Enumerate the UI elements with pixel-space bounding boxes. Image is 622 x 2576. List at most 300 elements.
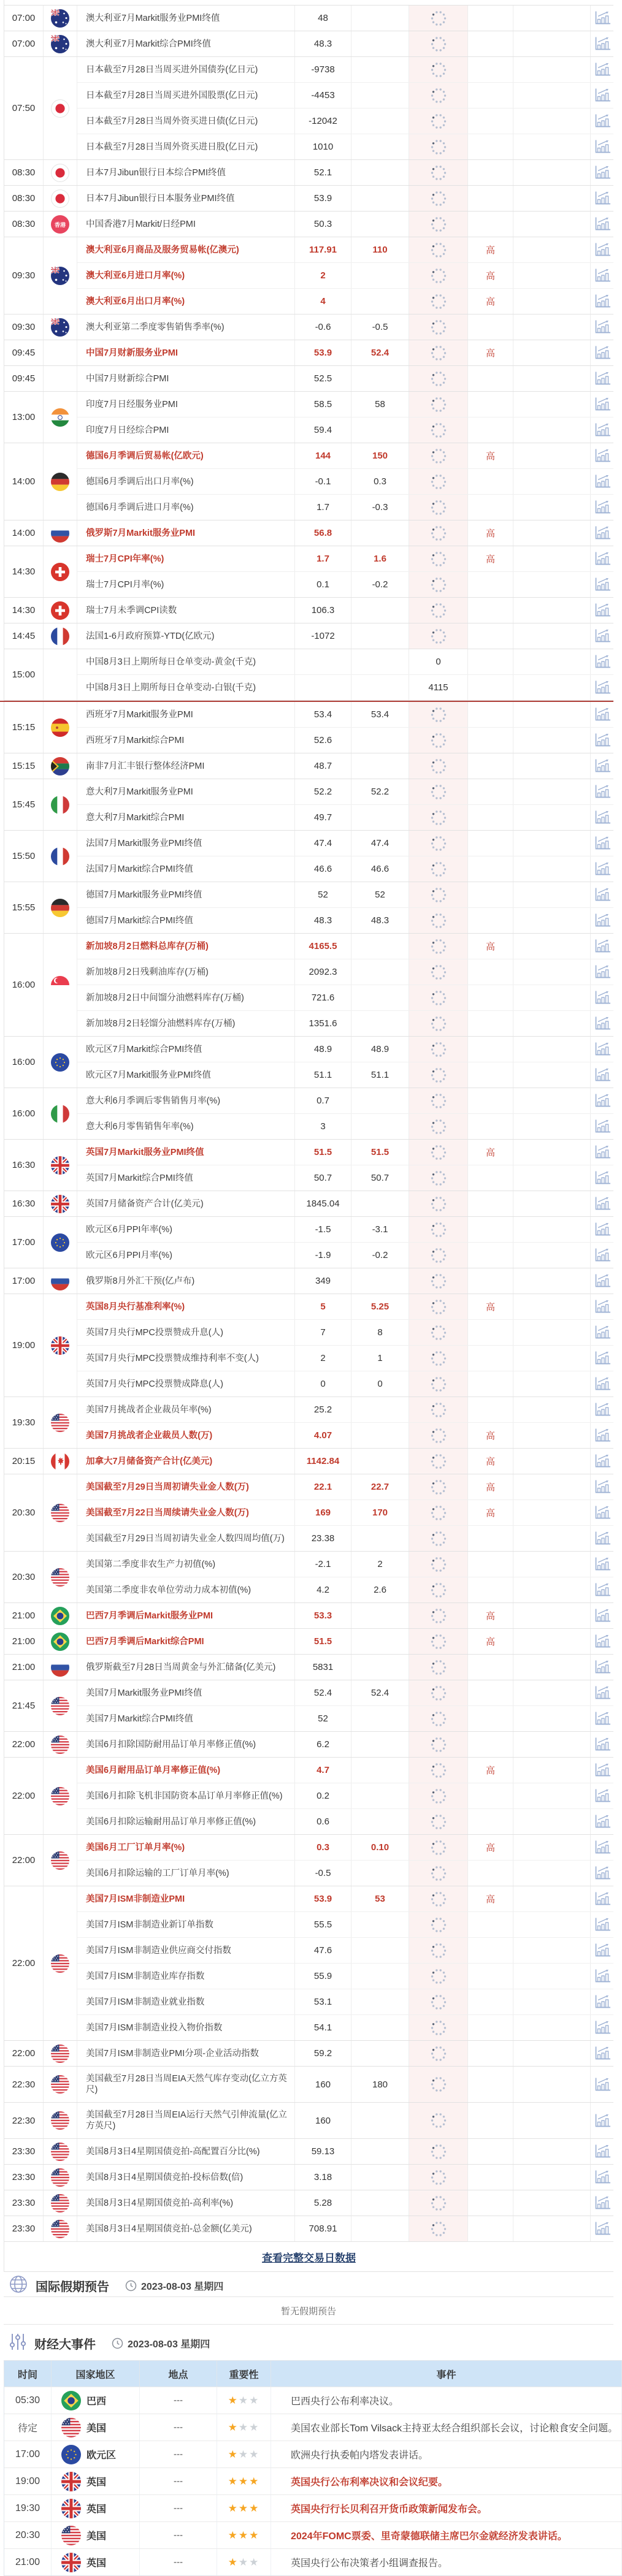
actual-value <box>409 1655 468 1680</box>
calendar-row[interactable] <box>77 2216 613 2241</box>
chart-cell[interactable] <box>591 2216 613 2241</box>
chart-icon[interactable] <box>594 2144 611 2159</box>
calendar-row[interactable] <box>77 1449 613 1474</box>
previous-value: 144 <box>295 443 351 468</box>
chart-cell[interactable] <box>591 1165 613 1191</box>
calendar-row[interactable] <box>77 288 613 314</box>
chart-cell[interactable] <box>591 882 613 907</box>
calendar-row[interactable] <box>77 443 613 468</box>
chart-cell[interactable] <box>591 623 613 649</box>
chart-icon[interactable] <box>594 1943 611 1958</box>
chart-cell[interactable] <box>591 1062 613 1088</box>
chart-icon[interactable] <box>594 1479 611 1495</box>
calendar-row[interactable] <box>77 1603 613 1628</box>
calendar-row[interactable] <box>77 520 613 546</box>
chart-cell[interactable] <box>591 1706 613 1731</box>
calendar-row[interactable] <box>77 1217 613 1242</box>
calendar-row[interactable] <box>77 1422 613 1448</box>
calendar-row[interactable] <box>77 1680 613 1705</box>
calendar-row[interactable] <box>77 468 613 494</box>
chart-cell[interactable] <box>591 1964 613 1989</box>
chart-cell[interactable] <box>591 1140 613 1165</box>
effect-cell <box>513 1835 591 1860</box>
chart-icon[interactable] <box>594 707 611 722</box>
calendar-row[interactable] <box>77 623 613 649</box>
chart-icon[interactable] <box>594 242 611 257</box>
chart-icon[interactable] <box>594 1840 611 1855</box>
chart-cell[interactable] <box>591 1783 613 1808</box>
chart-icon[interactable] <box>594 1917 611 1932</box>
chart-icon[interactable] <box>594 1737 611 1752</box>
chart-icon[interactable] <box>594 1762 611 1778</box>
chart-cell[interactable] <box>591 1629 613 1654</box>
chart-cell[interactable] <box>591 31 613 56</box>
calendar-row[interactable] <box>77 1963 613 1989</box>
calendar-row[interactable] <box>77 804 613 830</box>
calendar-row[interactable] <box>77 417 613 443</box>
event-place: --- <box>140 2387 217 2414</box>
chart-cell[interactable] <box>591 1474 613 1499</box>
calendar-row[interactable] <box>77 1499 613 1525</box>
chart-icon[interactable] <box>594 139 611 154</box>
forecast-value: 51.5 <box>351 1140 409 1165</box>
chart-cell[interactable] <box>591 1011 613 1036</box>
chart-cell[interactable] <box>591 702 613 727</box>
calendar-row[interactable] <box>77 82 613 108</box>
chart-cell[interactable] <box>591 985 613 1010</box>
calendar-row[interactable] <box>77 1140 613 1165</box>
calendar-row[interactable] <box>77 57 613 82</box>
calendar-row[interactable] <box>77 1191 613 1216</box>
forecast-value: 2 <box>351 1552 409 1577</box>
chart-icon[interactable] <box>594 1170 611 1186</box>
chart-icon[interactable] <box>594 165 611 180</box>
calendar-row[interactable] <box>77 1397 613 1422</box>
calendar-group-rows <box>77 6 613 31</box>
chart-cell[interactable] <box>591 1758 613 1783</box>
chart-cell[interactable] <box>591 753 613 779</box>
chart-cell[interactable] <box>591 2190 613 2216</box>
chart-icon[interactable] <box>594 525 611 541</box>
chart-icon[interactable] <box>594 319 611 335</box>
calendar-row[interactable] <box>77 2041 613 2066</box>
calendar-row[interactable] <box>77 1808 613 1834</box>
chart-cell[interactable] <box>591 1268 613 1294</box>
calendar-row[interactable] <box>77 1552 613 1577</box>
event-row[interactable] <box>4 2441 622 2467</box>
chart-icon[interactable] <box>594 784 611 799</box>
loading-spinner-icon <box>429 138 448 156</box>
chart-cell[interactable] <box>591 1397 613 1422</box>
chart-cell[interactable] <box>591 1989 613 2014</box>
chart-icon[interactable] <box>594 913 611 928</box>
chart-cell[interactable] <box>591 831 613 856</box>
chart-cell[interactable] <box>591 495 613 520</box>
chart-icon[interactable] <box>594 2170 611 2185</box>
chart-icon[interactable] <box>594 551 611 566</box>
calendar-row[interactable] <box>77 1242 613 1268</box>
chart-icon[interactable] <box>594 191 611 206</box>
calendar-row[interactable] <box>77 1937 613 1963</box>
chart-icon[interactable] <box>594 345 611 360</box>
chart-icon[interactable] <box>594 680 611 695</box>
country-flag-cell <box>44 1655 77 1680</box>
calendar-row[interactable] <box>77 1989 613 2014</box>
chart-icon[interactable] <box>594 1042 611 1057</box>
chart-cell[interactable] <box>591 392 613 417</box>
country-flag-cell <box>44 1449 77 1474</box>
calendar-row[interactable] <box>77 753 613 779</box>
forecast-value: 180 <box>351 2067 409 2102</box>
chart-icon[interactable] <box>594 1557 611 1572</box>
chart-icon[interactable] <box>594 1222 611 1237</box>
chart-icon[interactable] <box>594 36 611 51</box>
chart-icon[interactable] <box>594 861 611 877</box>
chart-cell[interactable] <box>591 1500 613 1525</box>
calendar-row[interactable] <box>77 1345 613 1371</box>
calendar-row[interactable] <box>77 1629 613 1654</box>
chart-icon[interactable] <box>594 1067 611 1083</box>
calendar-row[interactable] <box>77 1113 613 1139</box>
chart-icon[interactable] <box>594 939 611 954</box>
chart-icon[interactable] <box>594 1660 611 1675</box>
chart-icon[interactable] <box>594 1119 611 1134</box>
calendar-row[interactable] <box>77 2014 613 2040</box>
calendar-row[interactable] <box>77 186 613 211</box>
calendar-row[interactable] <box>77 134 613 159</box>
chart-cell[interactable] <box>591 1809 613 1834</box>
calendar-row[interactable] <box>77 2190 613 2216</box>
calendar-row[interactable] <box>77 959 613 985</box>
chart-cell[interactable] <box>591 160 613 185</box>
chart-cell[interactable] <box>591 134 613 159</box>
chart-cell[interactable] <box>591 1114 613 1139</box>
calendar-row[interactable] <box>77 1294 613 1319</box>
chart-icon[interactable] <box>594 1145 611 1160</box>
chart-cell[interactable] <box>591 6 613 31</box>
calendar-row[interactable] <box>77 1268 613 1294</box>
chart-cell[interactable] <box>591 237 613 262</box>
calendar-row[interactable] <box>77 31 613 56</box>
calendar-row[interactable] <box>77 934 613 959</box>
chart-cell[interactable] <box>591 1037 613 1062</box>
chart-icon[interactable] <box>594 2077 611 2092</box>
chart-cell[interactable] <box>591 1912 613 1937</box>
chart-icon[interactable] <box>594 810 611 825</box>
calendar-row[interactable] <box>77 340 613 365</box>
loading-spinner-icon <box>429 2143 448 2161</box>
loading-spinner-icon <box>429 1967 448 1986</box>
chart-cell[interactable] <box>591 443 613 468</box>
chart-cell[interactable] <box>591 675 613 700</box>
chart-cell[interactable] <box>591 959 613 985</box>
calendar-row[interactable] <box>77 108 613 134</box>
calendar-row[interactable] <box>77 1088 613 1113</box>
chart-icon[interactable] <box>594 990 611 1005</box>
calendar-row[interactable] <box>77 1886 613 1911</box>
calendar-row[interactable] <box>77 1758 613 1783</box>
calendar-row[interactable] <box>77 211 613 237</box>
event-row[interactable] <box>4 2494 622 2521</box>
event-time: 22:30 <box>4 2103 44 2138</box>
chart-icon[interactable] <box>594 1582 611 1598</box>
chart-icon[interactable] <box>594 1248 611 1263</box>
calendar-group-rows <box>77 1268 613 1294</box>
chart-icon[interactable] <box>594 887 611 902</box>
chart-cell[interactable] <box>591 2139 613 2164</box>
chart-icon[interactable] <box>594 1093 611 1108</box>
calendar-row[interactable] <box>77 494 613 520</box>
calendar-row[interactable] <box>77 907 613 933</box>
chart-cell[interactable] <box>591 546 613 571</box>
chart-cell[interactable] <box>591 1526 613 1551</box>
chart-cell[interactable] <box>591 572 613 597</box>
chart-icon[interactable] <box>594 10 611 26</box>
calendar-row[interactable] <box>77 2067 613 2102</box>
chart-icon[interactable] <box>594 1299 611 1314</box>
calendar-row[interactable] <box>77 2139 613 2164</box>
calendar-row[interactable] <box>77 1371 613 1397</box>
chart-icon[interactable] <box>594 577 611 592</box>
chart-icon[interactable] <box>594 1865 611 1881</box>
chart-icon[interactable] <box>594 2020 611 2035</box>
chart-cell[interactable] <box>591 2067 613 2102</box>
event-row[interactable] <box>4 2467 622 2494</box>
chart-cell[interactable] <box>591 1191 613 1216</box>
star-icon: ★ <box>238 2556 250 2568</box>
chart-icon[interactable] <box>594 1376 611 1392</box>
chart-cell[interactable] <box>591 1217 613 1242</box>
calendar-row[interactable] <box>77 1319 613 1345</box>
calendar-row[interactable] <box>77 727 613 753</box>
chart-icon[interactable] <box>594 1325 611 1340</box>
chart-icon[interactable] <box>594 1351 611 1366</box>
event-row[interactable] <box>4 2521 622 2548</box>
chart-icon[interactable] <box>594 1428 611 1443</box>
calendar-row[interactable] <box>77 1525 613 1551</box>
chart-icon[interactable] <box>594 603 611 618</box>
chart-icon[interactable] <box>594 1711 611 1726</box>
chart-icon[interactable] <box>594 1196 611 1211</box>
calendar-row[interactable] <box>77 779 613 804</box>
calendar-row[interactable] <box>77 1835 613 1860</box>
chart-icon[interactable] <box>594 397 611 412</box>
calendar-row[interactable] <box>77 882 613 907</box>
chart-cell[interactable] <box>591 469 613 494</box>
calendar-row[interactable] <box>77 1705 613 1731</box>
country-flag-cell <box>44 6 77 31</box>
calendar-group <box>4 211 613 237</box>
chart-cell[interactable] <box>591 1449 613 1474</box>
chart-icon[interactable] <box>594 964 611 980</box>
chart-icon[interactable] <box>594 733 611 748</box>
chart-icon[interactable] <box>594 1273 611 1289</box>
calendar-row[interactable] <box>77 702 613 727</box>
calendar-row[interactable] <box>77 1474 613 1499</box>
calendar-row[interactable] <box>77 1010 613 1036</box>
chart-icon[interactable] <box>594 1994 611 2010</box>
chart-icon[interactable] <box>594 500 611 515</box>
loading-spinner-icon <box>429 1607 448 1625</box>
chart-cell[interactable] <box>591 1732 613 1757</box>
chart-icon[interactable] <box>594 836 611 851</box>
chart-cell[interactable] <box>591 83 613 108</box>
event-time: 19:30 <box>4 2495 52 2521</box>
chart-cell[interactable] <box>591 263 613 288</box>
chart-icon[interactable] <box>594 371 611 386</box>
chart-icon[interactable] <box>594 1814 611 1829</box>
chart-cell[interactable] <box>591 314 613 340</box>
chart-icon[interactable] <box>594 654 611 669</box>
calendar-row[interactable] <box>77 160 613 185</box>
chart-cell[interactable] <box>591 1655 613 1680</box>
calendar-row[interactable] <box>77 1732 613 1757</box>
chart-icon[interactable] <box>594 1788 611 1804</box>
calendar-row[interactable] <box>77 366 613 391</box>
chart-icon[interactable] <box>594 216 611 232</box>
calendar-row[interactable] <box>77 314 613 340</box>
chart-cell[interactable] <box>591 2041 613 2066</box>
chart-icon[interactable] <box>594 1531 611 1546</box>
chart-cell[interactable] <box>591 2015 613 2040</box>
calendar-row[interactable] <box>77 6 613 31</box>
chart-cell[interactable] <box>591 1886 613 1911</box>
previous-value: 1142.84 <box>295 1449 351 1474</box>
chart-icon[interactable] <box>594 2221 611 2236</box>
event-description: 英国央行公布决策者小组调查报告。 <box>271 2549 622 2575</box>
calendar-row[interactable] <box>77 674 613 700</box>
chart-icon[interactable] <box>594 448 611 463</box>
chart-cell[interactable] <box>591 57 613 82</box>
chart-cell[interactable] <box>591 728 613 753</box>
chart-cell[interactable] <box>591 1577 613 1602</box>
calendar-row[interactable] <box>77 237 613 262</box>
chart-icon[interactable] <box>594 1402 611 1417</box>
chart-cell[interactable] <box>591 1294 613 1319</box>
calendar-row[interactable] <box>77 571 613 597</box>
chart-cell[interactable] <box>591 1861 613 1886</box>
chart-icon[interactable] <box>594 1685 611 1701</box>
chart-cell[interactable] <box>591 598 613 623</box>
chart-cell[interactable] <box>591 908 613 933</box>
chart-cell[interactable] <box>591 1423 613 1448</box>
chart-icon[interactable] <box>594 88 611 103</box>
chart-icon[interactable] <box>594 1608 611 1623</box>
calendar-row[interactable] <box>77 2165 613 2190</box>
effect-cell <box>513 443 591 468</box>
chart-cell[interactable] <box>591 934 613 959</box>
chart-icon[interactable] <box>594 1016 611 1031</box>
chart-cell[interactable] <box>591 1346 613 1371</box>
chart-icon[interactable] <box>594 628 611 644</box>
chart-icon[interactable] <box>594 1454 611 1469</box>
calendar-row[interactable] <box>77 262 613 288</box>
chart-cell[interactable] <box>591 109 613 134</box>
chart-icon[interactable] <box>594 294 611 309</box>
chart-icon[interactable] <box>594 2046 611 2061</box>
calendar-row[interactable] <box>77 1860 613 1886</box>
chart-cell[interactable] <box>591 340 613 365</box>
calendar-row[interactable] <box>77 392 613 417</box>
calendar-row[interactable] <box>77 856 613 882</box>
chart-cell[interactable] <box>591 1088 613 1113</box>
chart-cell[interactable] <box>591 1371 613 1397</box>
chart-cell[interactable] <box>591 1680 613 1705</box>
event-row[interactable] <box>4 2387 622 2414</box>
calendar-row[interactable] <box>77 649 613 674</box>
chart-cell[interactable] <box>591 1320 613 1345</box>
chart-cell[interactable] <box>591 779 613 804</box>
chart-icon[interactable] <box>594 1968 611 1984</box>
chart-cell[interactable] <box>591 2165 613 2190</box>
calendar-row[interactable] <box>77 1783 613 1808</box>
chart-cell[interactable] <box>591 805 613 830</box>
event-row[interactable] <box>4 2548 622 2575</box>
calendar-row[interactable] <box>77 1577 613 1602</box>
loading-spinner-icon <box>429 627 448 646</box>
calendar-group-rows <box>77 392 613 443</box>
chart-cell[interactable] <box>591 417 613 443</box>
previous-value: 47.6 <box>295 1938 351 1963</box>
event-name: 美国截至7月22日当周续请失业金人数(万) <box>77 1500 295 1525</box>
chart-icon[interactable] <box>594 1891 611 1907</box>
calendar-row[interactable] <box>77 1037 613 1062</box>
calendar-row[interactable] <box>77 1655 613 1680</box>
chart-cell[interactable] <box>591 2103 613 2138</box>
chart-cell[interactable] <box>591 186 613 211</box>
chart-cell[interactable] <box>591 1603 613 1628</box>
calendar-row[interactable] <box>77 1165 613 1191</box>
chart-icon[interactable] <box>594 62 611 77</box>
flag-ru-icon <box>51 524 69 543</box>
chart-cell[interactable] <box>591 520 613 546</box>
previous-value: 50.7 <box>295 1165 351 1191</box>
calendar-row[interactable] <box>77 1062 613 1088</box>
calendar-row[interactable] <box>77 1911 613 1937</box>
chart-cell[interactable] <box>591 1552 613 1577</box>
clock-icon <box>125 2280 137 2292</box>
chart-cell[interactable] <box>591 289 613 314</box>
chart-icon[interactable] <box>594 2113 611 2128</box>
chart-cell[interactable] <box>591 856 613 882</box>
calendar-row[interactable] <box>77 985 613 1010</box>
effect-cell <box>513 1088 591 1113</box>
forecast-value <box>351 1938 409 1963</box>
chart-cell[interactable] <box>591 211 613 237</box>
chart-icon[interactable] <box>594 2195 611 2211</box>
chart-cell[interactable] <box>591 366 613 391</box>
chart-icon[interactable] <box>594 1505 611 1520</box>
calendar-row[interactable] <box>77 546 613 571</box>
chart-icon[interactable] <box>594 268 611 283</box>
chart-cell[interactable] <box>591 1243 613 1268</box>
chart-icon[interactable] <box>594 422 611 438</box>
event-row[interactable] <box>4 2414 622 2441</box>
chart-icon[interactable] <box>594 474 611 489</box>
actual-value <box>409 392 468 417</box>
chart-icon[interactable] <box>594 113 611 129</box>
view-full-day-link[interactable]: 查看完整交易日数据 <box>262 2252 356 2264</box>
chart-icon[interactable] <box>594 1634 611 1649</box>
chart-icon[interactable] <box>594 758 611 774</box>
calendar-group-rows <box>77 1603 613 1628</box>
calendar-row[interactable] <box>77 831 613 856</box>
chart-cell[interactable] <box>591 1835 613 1860</box>
calendar-row[interactable] <box>77 598 613 623</box>
chart-cell[interactable] <box>591 649 613 674</box>
chart-cell[interactable] <box>591 1938 613 1963</box>
calendar-row[interactable] <box>77 2103 613 2138</box>
